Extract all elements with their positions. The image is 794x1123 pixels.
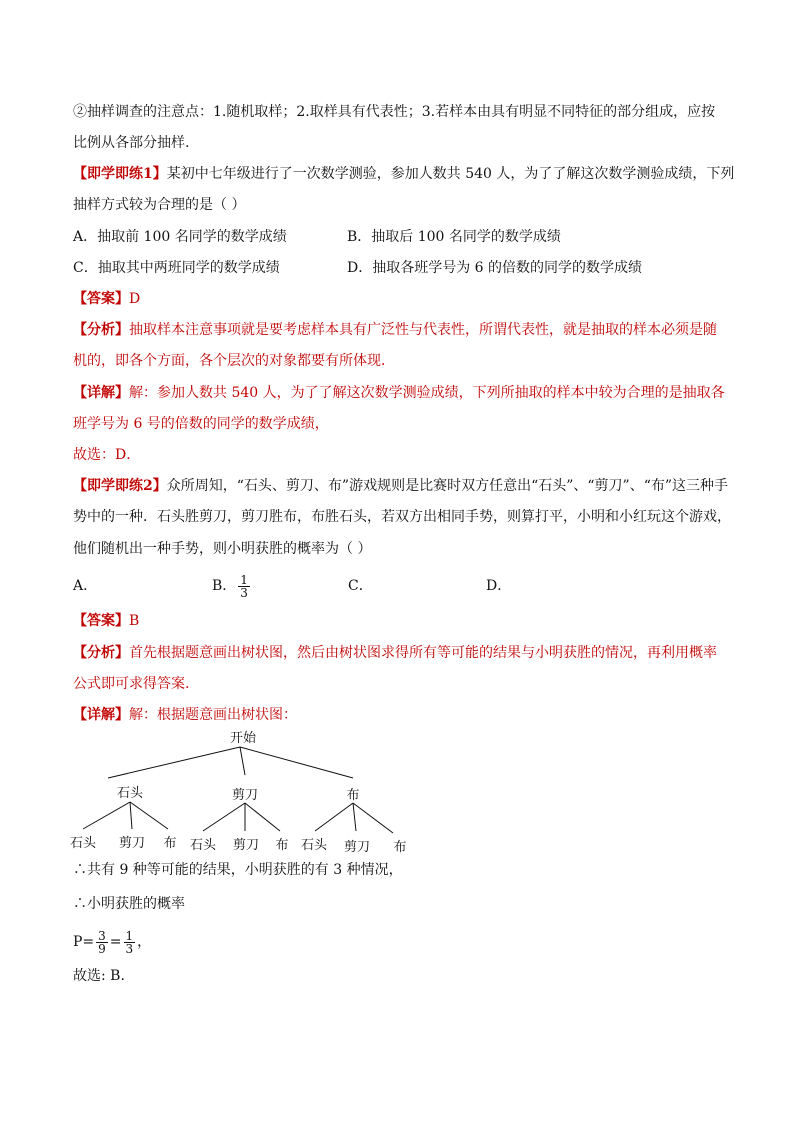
q1-detail-text-1: 解：参加人数共 540 人，为了了解这次数学测验成绩，下列所抽取的样本中较为合理的是抽取各 — [129, 385, 725, 401]
q2-analysis-text-1: 首先根据题意画出树状图，然后由树状图求得所有等可能的结果与小明获胜的情况，再利用概率 — [129, 645, 717, 661]
q1-text-1: 某初中七年级进行了一次数学测验，参加人数共 540 人，为了了解这次数学测验成绩，下列 — [166, 166, 735, 182]
branch-root-1 — [108, 747, 240, 778]
q2-option-b-denominator: 3 — [240, 585, 248, 600]
tree-level2-label: 布 — [163, 836, 177, 851]
q2-stem-line-3: 他们随机出一种手势，则小明获胜的概率为（ ） — [73, 541, 372, 557]
tree-level2-label: 石头 — [69, 836, 97, 851]
q2-detail-text-1: 解：根据题意画出树状图： — [129, 707, 297, 723]
q2-option-b — [212, 568, 252, 604]
q1-answer-tag: 【答案】 — [73, 291, 129, 307]
q2-answer-tag: 【答案】 — [73, 613, 129, 629]
tree-level2-label: 石头 — [300, 838, 328, 853]
q1-analysis-line-2: 机的，即各个方面，各个层次的对象都要有所体现． — [73, 353, 395, 369]
q1-analysis-line-1 — [73, 320, 717, 340]
tree-level2-label: 布 — [393, 840, 407, 855]
branch-root-2 — [240, 747, 245, 775]
q2-option-c: C． — [348, 578, 373, 594]
q2-tag: 【即学即练2】 — [73, 478, 167, 494]
q1-analysis-tag: 【分析】 — [73, 322, 129, 338]
q1-analysis-text-1: 抽取样本注意事项就是要考虑样本具有广泛性与代表性，所谓代表性，就是抽取的样本必须是随 — [129, 322, 717, 338]
formula-suffix: ， — [137, 934, 152, 950]
formula-f2-denominator: 3 — [125, 941, 134, 956]
branch-a3 — [130, 802, 168, 829]
branch-a1 — [83, 802, 130, 829]
tree-diagram — [60, 725, 430, 860]
formula-f1-numerator: 3 — [98, 928, 106, 943]
q2-option-b-label: B． — [212, 578, 237, 594]
q2-detail-tag: 【详解】 — [73, 707, 129, 723]
q1-stem-line-2: 抽样方式较为合理的是（ ） — [73, 197, 246, 213]
tree-level2-label: 石头 — [189, 838, 217, 853]
formula-equals: = — [109, 934, 122, 950]
intro-line-1: ②抽样调查的注意点：1.随机取样；2.取样具有代表性；3.若样本由具有明显不同特征的部分组成，应按 — [73, 104, 716, 120]
formula-fraction-2 — [124, 930, 136, 955]
branch-a2 — [130, 802, 132, 829]
branch-c3 — [353, 803, 393, 833]
q2-analysis-tag: 【分析】 — [73, 645, 129, 661]
q1-answer-value: D — [129, 291, 141, 307]
intro-line-2: 比例从各部分抽样. — [73, 135, 190, 151]
tree-level2-label: 布 — [275, 838, 289, 853]
branch-b3 — [245, 803, 280, 831]
formula-fraction-1 — [96, 930, 108, 955]
tree-level2-label: 剪刀 — [118, 836, 146, 851]
q1-option-a: A．抽取前 100 名同学的数学成绩 — [73, 229, 287, 245]
q1-detail-line-1 — [73, 383, 725, 403]
q2-analysis-line-2: 公式即可求得答案. — [73, 676, 190, 692]
q2-analysis-line-1 — [73, 643, 717, 663]
q1-detail-tag: 【详解】 — [73, 385, 129, 401]
q2-stem-line-2: 势中的一种．石头胜剪刀，剪刀胜布，布胜石头，若双方出相同手势，则算打平，小明和小红玩这个游戏， — [73, 509, 731, 525]
q1-option-b: B．抽取后 100 名同学的数学成绩 — [347, 229, 561, 245]
formula-f1-denominator: 9 — [98, 941, 106, 956]
tree-level1-label: 布 — [346, 788, 360, 803]
q1-tag: 【即学即练1】 — [73, 166, 167, 182]
q2-result-line-2: ∴小明获胜的概率 — [73, 896, 185, 912]
q2-formula — [73, 922, 151, 962]
q1-option-c: C．抽取其中两班同学的数学成绩 — [73, 260, 280, 276]
branch-c2 — [353, 803, 356, 831]
branch-root-3 — [240, 747, 353, 778]
tree-level2-label: 剪刀 — [232, 838, 260, 853]
branch-c1 — [315, 803, 353, 831]
formula-f2-numerator: 1 — [125, 928, 134, 943]
q2-answer-value: B — [129, 613, 140, 629]
branch-b1 — [203, 803, 245, 831]
q1-conclusion: 故选：D． — [73, 447, 141, 463]
q2-detail-line-1 — [73, 705, 297, 725]
q1-option-d: D．抽取各班学号为 6 的倍数的同学的数学成绩 — [347, 260, 643, 276]
tree-level1-label: 石头 — [116, 786, 144, 801]
q2-result-line-1: ∴共有 9 种等可能的结果，小明获胜的有 3 种情况， — [73, 862, 403, 878]
tree-root-label: 开始 — [229, 731, 257, 746]
q2-text-1: 众所周知，“石头、剪刀、布”游戏规则是比赛时双方任意出“石头”、“剪刀”、“布”这三种手 — [166, 478, 729, 494]
q1-answer — [73, 289, 140, 309]
tree-level2-label: 剪刀 — [343, 840, 371, 855]
tree-level1-label: 剪刀 — [231, 788, 259, 803]
q2-option-a: A． — [73, 578, 98, 594]
q2-option-b-numerator: 1 — [240, 572, 248, 587]
q1-detail-line-2: 班学号为 6 号的倍数的同学的数学成绩， — [73, 416, 329, 432]
q2-conclusion: 故选: B. — [73, 968, 125, 984]
formula-prefix: P= — [73, 934, 95, 950]
q2-option-d: D． — [486, 578, 512, 594]
q2-answer — [73, 611, 139, 631]
q1-stem-line-1 — [73, 164, 734, 184]
q2-option-b-fraction — [238, 574, 250, 599]
q2-stem-line-1 — [73, 476, 728, 496]
